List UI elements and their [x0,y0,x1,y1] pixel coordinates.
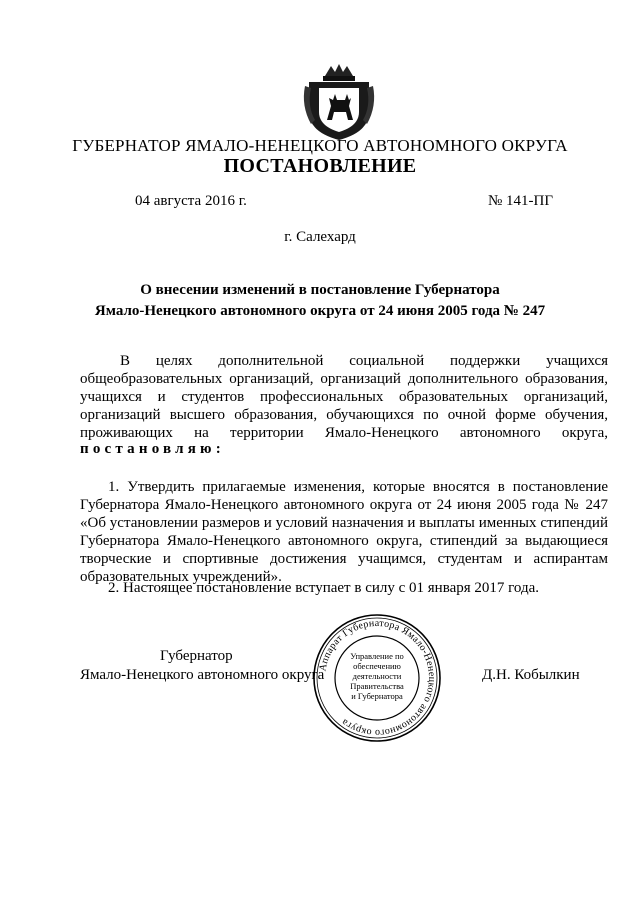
issuing-authority: ГУБЕРНАТОР ЯМАЛО-НЕНЕЦКОГО АВТОНОМНОГО ОКРУГА [72,136,568,155]
seal-inner-line: Управление по [350,651,404,661]
preamble-line: В целях дополнительной социальной поддержки учащихся [120,353,608,369]
preamble-line: проживающих на территории Ямало-Ненецкого автономного округа, [80,425,608,441]
document-number: № 141-ПГ [488,193,554,209]
official-seal [311,612,443,744]
seal-outer-text: Аппарат Губернатора Ямало-Ненецкого автономного округа [317,617,438,739]
document-type: ПОСТАНОВЛЕНИЕ [223,155,417,177]
signer-name: Д.Н. Кобылкин [482,667,580,683]
item-1-line: Губернатора Ямало-Ненецкого автономного округа от 24 июня 2005 года № 247 [80,497,608,513]
signer-title-line: Губернатор [160,648,233,664]
coat-of-arms-icon [301,62,377,142]
document-date: 04 августа 2016 г. [135,193,247,209]
item-1-line: Губернатора Ямало-Ненецкого автономного округа, стипендий за выдающиеся [80,533,608,549]
preamble-line: учащихся и студентов профессиональных образовательных организаций, [80,389,608,405]
item-1-line: творческие и спортивные достижения учащимся, студентам и аспирантам [80,551,608,567]
item-2: 2. Настоящее постановление вступает в силу с 01 января 2017 года. [108,580,540,596]
seal-inner-line: обеспечению [353,661,401,671]
seal-inner-line: и Губернатора [351,691,403,701]
item-1-line: 1. Утвердить прилагаемые изменения, которые вносятся в постановление [108,479,608,495]
seal-inner-line: Правительства [350,681,404,691]
item-1-line: «Об установлении размеров и условий назначения и выплаты именных стипендий [80,515,608,531]
decree-word: постановляю: [80,441,225,457]
seal-inner-line: деятельности [352,671,402,681]
preamble-line: общеобразовательных организаций, организаций дополнительного образования, [80,371,608,387]
document-title-line: Ямало-Ненецкого автономного округа от 24 июня 2005 года № 247 [94,303,546,319]
item-1-line: образовательных учреждений». [80,569,282,585]
signer-title-line: Ямало-Ненецкого автономного округа [80,667,325,683]
preamble-line: организаций высшего образования, обучающихся по очной форме обучения, [80,407,608,423]
document-title-line: О внесении изменений в постановление Губернатора [140,282,500,298]
document-place: г. Салехард [284,229,356,245]
